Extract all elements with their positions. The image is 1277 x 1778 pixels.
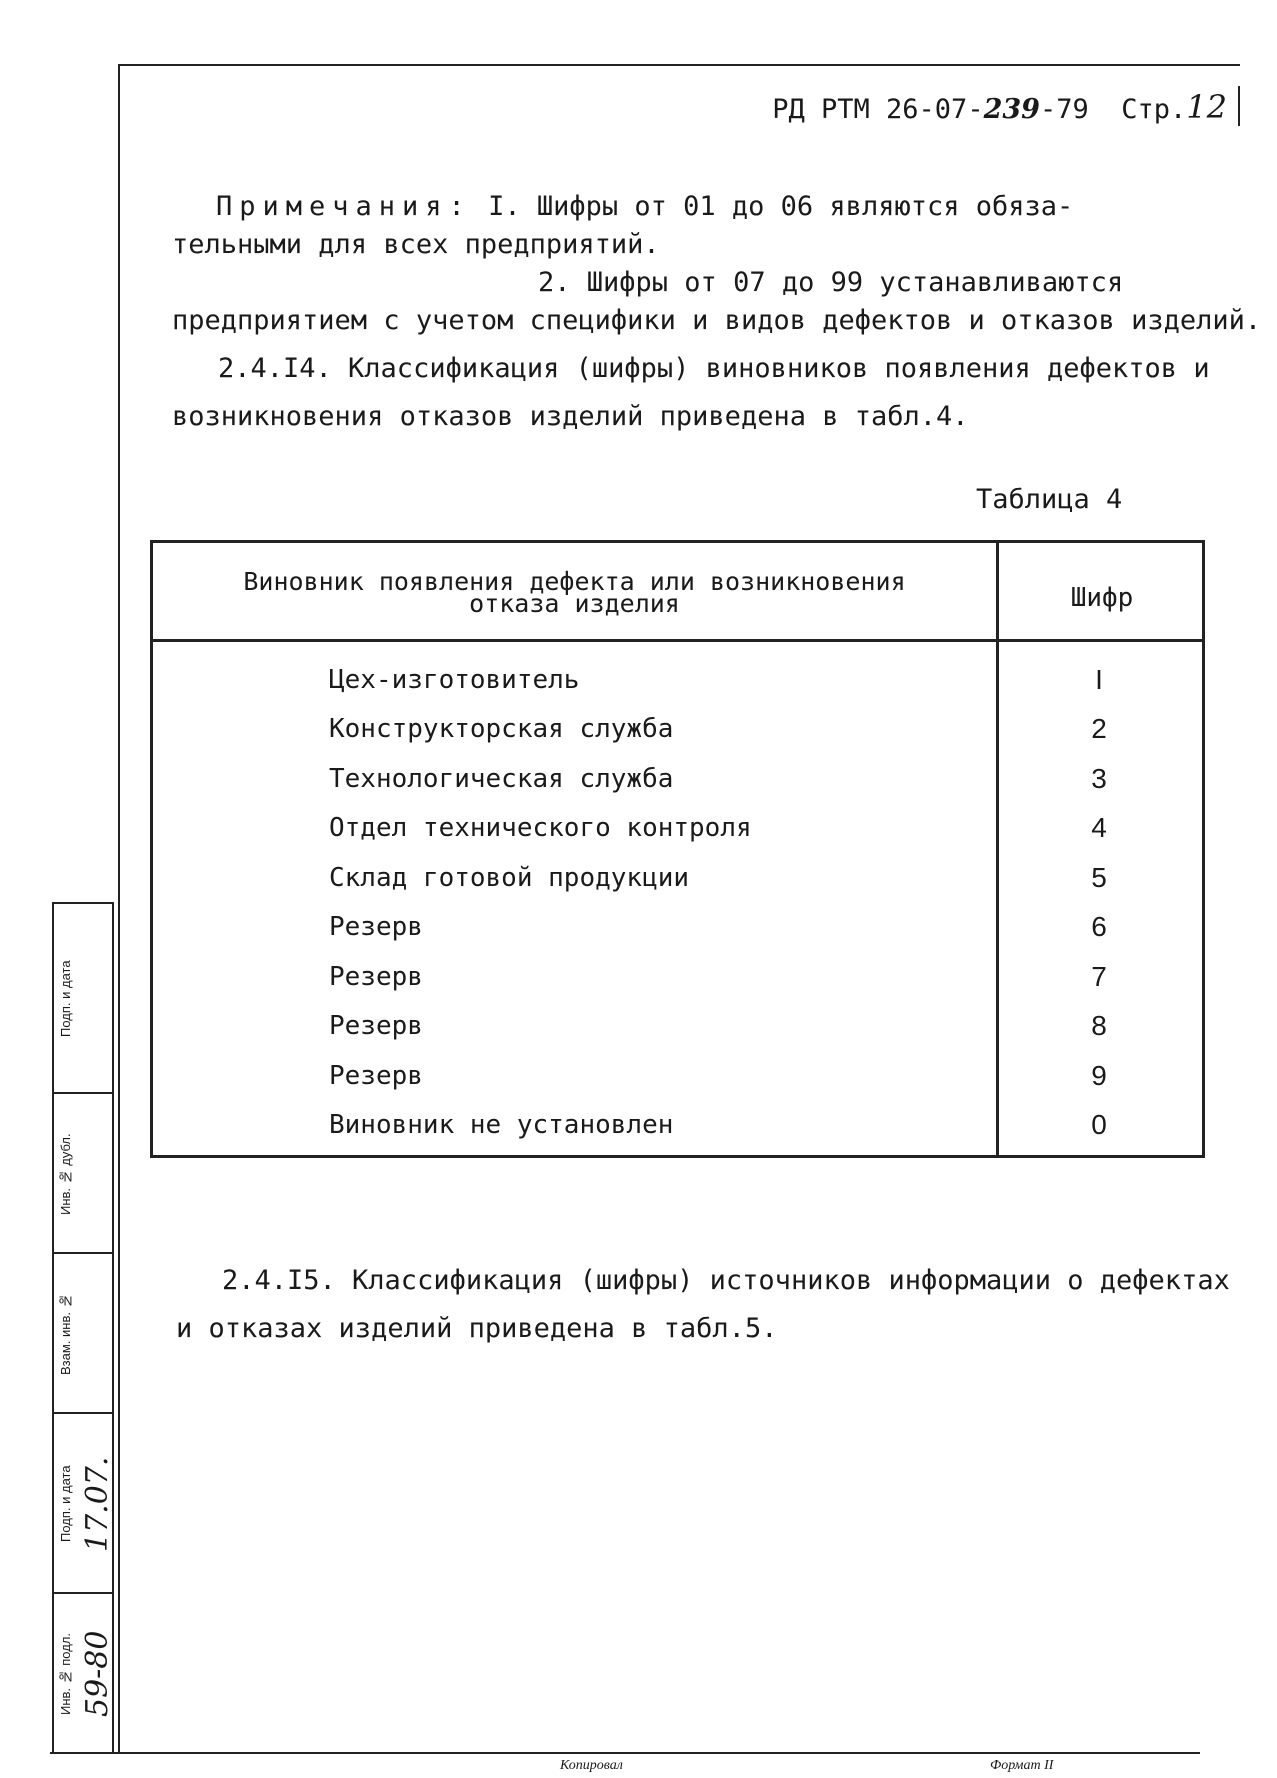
row-code: 0 [1091,1109,1107,1141]
stamp-cell-vzam-inv [54,1252,112,1414]
stamp-cell-podp-data-2 [54,1412,115,1594]
table-header-col1 [153,567,996,618]
stamp-handwritten-date: 17.07. [80,1456,115,1552]
stamp-cell-inv-podl [54,1592,115,1754]
row-code: 4 [1091,812,1107,844]
table-row [153,1002,1202,1052]
stamp-label-podp-data-1: Подп. и дата [58,960,73,1038]
section-2415-line-b: и отказах изделий приведена в табл.5. [176,1313,778,1344]
row-code: 9 [1091,1059,1107,1091]
page-label: Стр. [1121,94,1187,125]
table-row [153,705,1202,755]
header-col1-line-a: Виновник появления дефекта или возникновения [243,567,906,596]
row-code: 8 [1091,1010,1107,1042]
stamp-label-inv-dubl: Инв. № дубл. [58,1133,73,1215]
row-name: Резерв [329,1060,423,1091]
stamp-cell-podp-data-1 [54,902,112,1094]
row-name: Виновник не установлен [329,1110,674,1141]
section-2414-line-b: возникновения отказов изделий приведена в табл.4. [172,401,969,432]
table-4 [150,540,1205,1158]
footer-format: Формат II [990,1758,1054,1773]
margin-stamp-block [52,902,114,1752]
frame-bottom-line [50,1752,1200,1754]
note-1-line-a [216,188,1266,226]
stamp-label-vzam-inv: Взам. инв. № [58,1293,73,1375]
row-code: I [1095,663,1103,695]
table-row [153,1101,1202,1151]
note-2-line-a: 2. Шифры от 07 до 99 устанавливаются [538,267,1124,298]
stamp-handwritten-inv-number: 59-80 [80,1630,115,1718]
note-1-line-b: тельными для всех предприятий. [172,229,660,260]
row-name: Конструкторская служба [329,714,674,745]
frame-top-line [120,64,1240,66]
row-name: Технологическая служба [329,763,674,794]
section-2415-line-a: 2.4.I5. Классификация (шифры) источников информации о дефектах [222,1265,1230,1296]
table-header-col2: Шифр [1070,583,1134,613]
row-code: 2 [1091,713,1107,745]
table-row [153,1051,1202,1101]
table-row [153,655,1202,705]
stamp-label-inv-podl: Инв. № подл. [58,1632,73,1716]
stamp-label-podp-data-2: Подп. и дата [58,1465,73,1543]
table-body [153,655,1202,1150]
row-name: Резерв [329,961,423,992]
row-code: 3 [1091,762,1107,794]
row-code: 7 [1091,960,1107,992]
note-1-text-a: I. Шифры от 01 до 06 являются обяза- [471,191,1074,222]
header-col1-line-b: отказа изделия [469,589,680,618]
notes-label: Примечания: [216,191,472,222]
row-name: Цех-изготовитель [329,664,580,695]
footer-copied-by: Копировал [560,1758,623,1773]
doc-code-prefix: РД РТМ 26-07- [772,94,984,125]
row-name: Отдел технического контроля [329,813,752,844]
row-code: 5 [1091,861,1107,893]
page-number: 12 [1186,88,1227,126]
table-row [153,754,1202,804]
row-name: Резерв [329,912,423,943]
row-name: Резерв [329,1011,423,1042]
note-2-line-b: предприятием с учетом специфики и видов дефектов и отказов изделий. [172,305,1262,336]
table-row [153,952,1202,1002]
table-row [153,804,1202,854]
section-2414-line-a: 2.4.I4. Классификация (шифры) виновников появления дефектов и [218,353,1210,384]
doc-number: 239 [983,94,1040,125]
row-name: Склад готовой продукции [329,862,690,893]
table-header-divider [153,639,1202,642]
table-row [153,853,1202,903]
table-caption: Таблица 4 [976,484,1123,515]
stamp-cell-inv-dubl [54,1092,112,1254]
doc-code-suffix: -79 [1039,94,1089,125]
frame-right-line [1238,86,1240,126]
row-code: 6 [1091,911,1107,943]
frame-left-line [118,64,120,1754]
table-row [153,903,1202,953]
document-header [772,88,1227,126]
